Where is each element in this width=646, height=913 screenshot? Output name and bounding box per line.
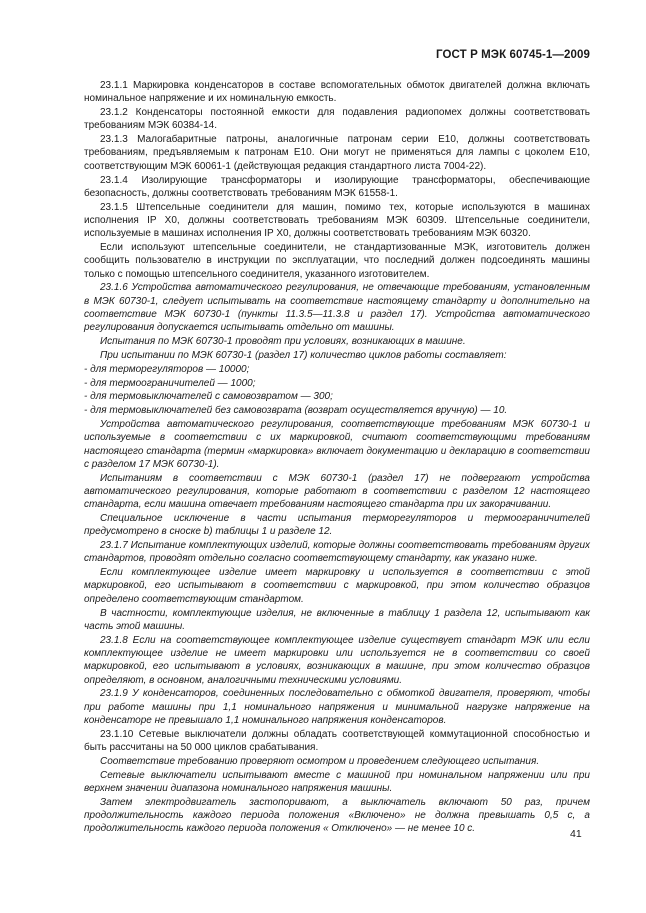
paragraph-23-1-3: 23.1.3 Малогабаритные патроны, аналогичные патронам серии Е10, должны соответствовать требованиям, предъявляемым к патронам Е10. Они могут не применяться для лампы с цоколем Е10, соответствующим МЭК 60061-1 (действующая редакция стандартного листа 7004-22). (84, 134, 590, 172)
paragraph-compliant-controls: Устройства автоматического регулирования, соответствующие требованиям МЭК 60730-1 и используемые в соответствии с их маркировкой, считают соответствующими требованиям настоящего стандарта (термин «маркировка» включает документацию и декларацию в соответствии с разделом 17 МЭК 60730-1). (84, 418, 590, 470)
paragraph-23-1-1: 23.1.1 Маркировка конденсаторов в составе вспомогательных обмоток двигателей должна включать номинальное напряжение и их номинальную емкость. (84, 80, 590, 105)
paragraph-23-1-9: 23.1.9 У конденсаторов, соединенных последовательно с обмоткой двигателя, проверяют, чтобы при работе машины при 1,1 номинального напряжения и минимальной нагрузке напряжение на конденсаторе не превышало 1,1 номинального напряжения конденсаторов. (84, 688, 590, 726)
paragraph-23-1-4: 23.1.4 Изолирующие трансформаторы и изолирующие трансформаторы, обеспечивающие безопасность, должны соответствовать требованиям МЭК 61558-1. (84, 174, 590, 199)
paragraph-23-1-6: 23.1.6 Устройства автоматического регулирования, не отвечающие требованиям, установленным в МЭК 60730-1, следует испытывать на соответствие настоящему стандарту и дополнительно на соответствие МЭК 60730-1 (пункты 11.3.5—11.3.8 и раздел 17). Устройства автоматического регулирования допускается испытывать отдельно от машины. (84, 282, 590, 334)
list-item-non-self-resetting: - для термовыключателей без самовозврата (возврат осуществляется вручную) — 10. (84, 405, 508, 417)
list-item-self-resetting: - для термовыключателей с самовозвратом — 300; (84, 391, 333, 403)
list-item-thermostats: - для терморегуляторов — 10000; (84, 363, 250, 375)
paragraph-not-subjected: Испытаниям в соответствии с МЭК 60730-1 (раздел 17) не подвергают устройства автоматического регулирования, которые работают в соответствии с разделом 12 настоящего стандарта, если машина отвечает требованиям настоящего стандарта при их закорачивании. (84, 472, 590, 511)
page-number: 41 (570, 828, 582, 840)
paragraph-23-1-8: 23.1.8 Если на соответствующее комплектующее изделие существует стандарт МЭК или если комплектующее изделие не имеет маркировки или используется не в соответствии со своей маркировкой, его испытывают в условиях, возникающих в машине, при этом количество образцов определяют, в основном, аналогичными техническими условиями. (84, 634, 590, 686)
paragraph-motor-stall: Затем электродвигатель застопоривают, а выключатель включают 50 раз, причем продолжительность каждого периода положения «Включено» не должна превышать 0,5 с, а продолжительность каждого периода положения « Отключено» — не менее 10 с. (84, 796, 590, 835)
paragraph-compliance-check: Соответствие требованию проверяют осмотром и проведением следующего испытания. (100, 755, 540, 767)
paragraph-switch-test: Сетевые выключатели испытывают вместе с машиной при номинальном напряжении или при верхнем значении диапазона номинального напряжения машины. (84, 769, 590, 794)
paragraph-23-1-7: 23.1.7 Испытание комплектующих изделий, которые должны соответствовать требованиям других стандартов, проводят отдельно согласно соответствующему стандарту, как указано ниже. (84, 540, 590, 565)
paragraph-cycle-count-intro: При испытании по МЭК 60730-1 (раздел 17) количество циклов работы составляет: (100, 349, 507, 361)
document-body (84, 79, 590, 836)
page-header: ГОСТ Р МЭК 60745-1—2009 (436, 49, 590, 61)
paragraph-not-in-table: В частности, комплектующие изделия, не включенные в таблицу 1 раздела 12, испытывают как часть этой машины. (84, 607, 590, 632)
list-item-limiters: - для термоограничителей — 1000; (84, 377, 256, 389)
paragraph-marked-component: Если комплектующее изделие имеет маркировку и используется в соответствии с этой маркировкой, его испытывают в соответствии с маркировкой, при этом количество образцов определено соответствующим стандартом. (84, 567, 590, 605)
paragraph-test-conditions: Испытания по МЭК 60730-1 проводят при условиях, возникающих в машине. (100, 336, 466, 348)
paragraph-special-exclusion: Специальное исключение в части испытания терморегуляторов и термоограничителей предусмотрено в сноске b) таблицы 1 и разделе 12. (84, 513, 590, 538)
paragraph-23-1-10: 23.1.10 Сетевые выключатели должны обладать соответствующей коммутационной способностью и быть рассчитаны на 50 000 циклов срабатывания. (84, 728, 590, 754)
paragraph-23-1-2: 23.1.2 Конденсаторы постоянной емкости для подавления радиопомех должны соответствовать требованиям МЭК 60384-14. (84, 107, 590, 132)
paragraph-plug-note: Если используют штепсельные соединители, не стандартизованные МЭК, изготовитель должен сообщить пользователю в инструкции по эксплуатации, что последний должен подсоединять машины только с помощью штепсельного соединителя, указанного изготовителем. (84, 242, 590, 280)
paragraph-23-1-5: 23.1.5 Штепсельные соединители для машин, помимо тех, которые используются в машинах исполнения IP X0, должны соответствовать требованиям МЭК 60309. Штепсельные соединители, используемые в машинах исполнения IP X0, должны соответствовать требованиям МЭК 60320. (84, 201, 590, 240)
